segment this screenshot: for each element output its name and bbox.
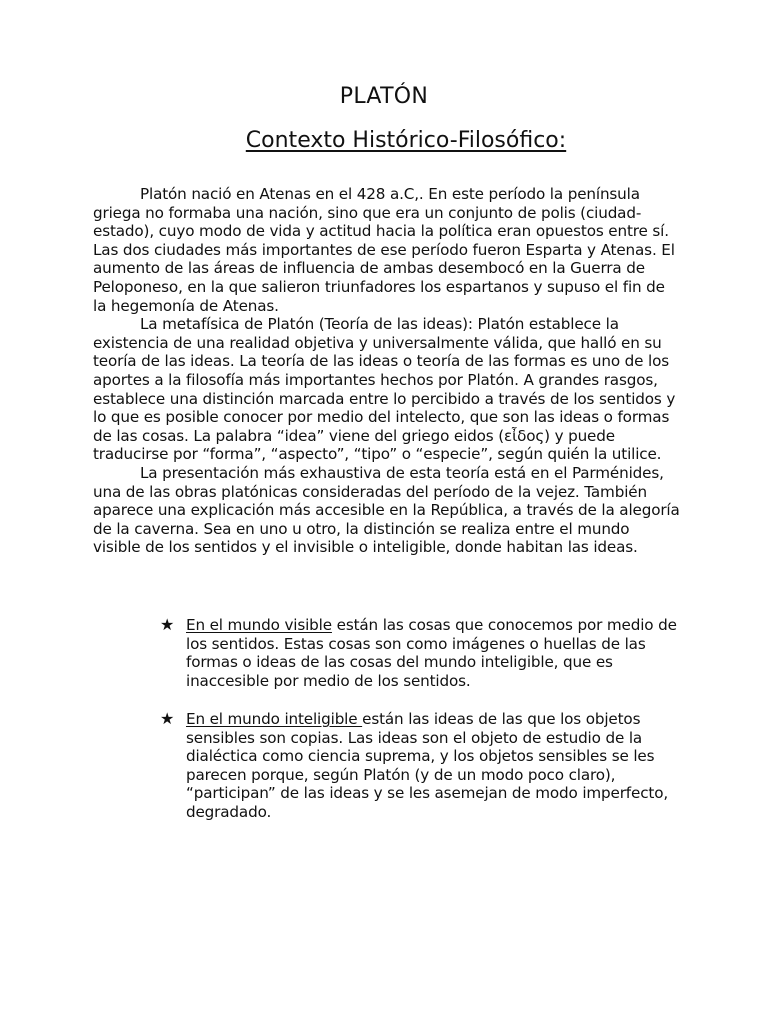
bullet-text-intelligible: están las ideas de las que los objetos sensibles son copias. Las ideas son el objeto de estudio de la dialéctica como ciencia suprema, y los objetos sensibles se les parecen porque, según Platón (y de un modo poco claro), “participan” de las ideas y se les asemejan de modo imperfecto, degradado. <box>186 710 669 821</box>
bullet-list-visible <box>160 616 685 690</box>
bullet-list-intelligible <box>160 710 685 822</box>
bullet-visible-world <box>160 616 685 690</box>
bullet-lead-intelligible: En el mundo inteligible <box>186 710 363 728</box>
star-icon: ★ <box>160 709 175 728</box>
page-title: PLATÓN <box>339 84 429 109</box>
section-heading: Contexto Histórico-Filosófico: <box>245 128 567 153</box>
paragraph-metaphysics: La metafísica de Platón (Teoría de las ideas): Platón establece la existencia de una realidad objetiva y universalmente válida, que halló en su teoría de las ideas. La teoría de las ideas o teoría de las formas es uno de los aportes a la filosofía más importantes hechos por Platón. A grandes rasgos, establece una distinción marcada entre lo percibido a través de los sentidos y lo que es posible conocer por medio del intelecto, que son las ideas o formas de las cosas. La palabra “idea” viene del griego eidos (εἶδος) y puede traducirse por “forma”, “aspecto”, “tipo” o “especie”, según quién la utilice. <box>93 315 676 464</box>
body-text <box>93 185 681 557</box>
star-icon: ★ <box>160 615 175 634</box>
paragraph-parmenides: La presentación más exhaustiva de esta teoría está en el Parménides, una de las obras platónicas consideradas del período de la vejez. También aparece una explicación más accesible en la República, a través de la alegoría de la caverna. Sea en uno u otro, la distinción se realiza entre el mundo visible de los sentidos y el invisible o inteligible, donde habitan las ideas. <box>93 463 680 557</box>
bullet-text-visible: están las cosas que conocemos por medio de los sentidos. Estas cosas son como imágenes o huellas de las formas o ideas de las cosas del mundo inteligible, que es inaccesible por medio de los sentidos. <box>186 616 677 690</box>
bullet-intelligible-world <box>160 710 685 822</box>
bullet-lead-visible: En el mundo visible <box>186 616 332 634</box>
paragraph-context: Platón nació en Atenas en el 428 a.C,. En este período la península griega no formaba una nación, sino que era un conjunto de polis (ciudad-estado), cuyo modo de vida y actitud hacia la política eran opuestos entre sí. Las dos ciudades más importantes de ese período fueron Esparta y Atenas. El aumento de las áreas de influencia de ambas desembocó en la Guerra de Peloponeso, en la que salieron triunfadores los espartanos y supuso el fin de la hegemonía de Atenas. <box>93 185 675 315</box>
